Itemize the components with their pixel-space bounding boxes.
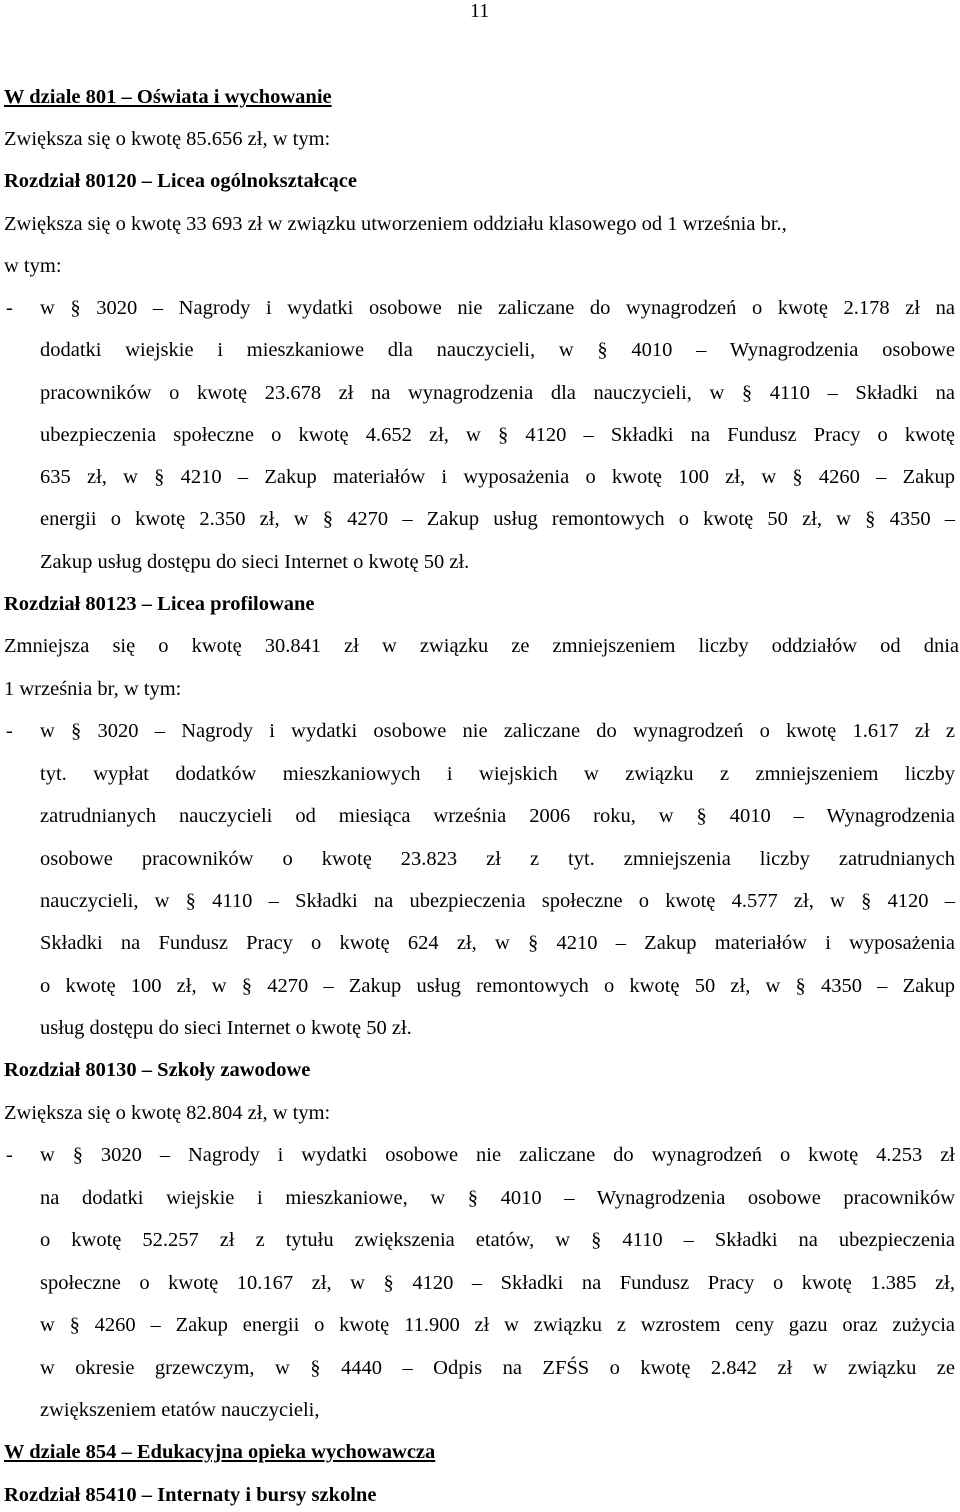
list-bullet: - (6, 1144, 13, 1166)
list-item-line: ubezpieczenia społeczne o kwotę 4.652 zł, w § 4120 – Składki na Fundusz Pracy o kwotę (40, 424, 955, 446)
list-item-line: pracowników o kwotę 23.678 zł na wynagrodzenia dla nauczycieli, w § 4110 – Składki na (40, 382, 955, 404)
list-item-line: dodatki wiejskie i mieszkaniowe dla nauczycieli, w § 4010 – Wynagrodzenia osobowe (40, 339, 955, 361)
text-line: w tym: (4, 255, 62, 277)
list-item-line: w § 3020 – Nagrody i wydatki osobowe nie zaliczane do wynagrodzeń o kwotę 1.617 zł z (40, 720, 955, 742)
text-line: Zwiększa się o kwotę 33 693 zł w związku utworzeniem oddziału klasowego od 1 września br., (4, 213, 787, 235)
list-item-line: energii o kwotę 2.350 zł, w § 4270 – Zakup usług remontowych o kwotę 50 zł, w § 4350 – (40, 508, 955, 530)
text-line: Zwiększa się o kwotę 85.656 zł, w tym: (4, 128, 331, 150)
heading-dzial-801: W dziale 801 – Oświata i wychowanie (4, 86, 332, 108)
list-item-line: nauczycieli, w § 4110 – Składki na ubezpieczenia społeczne o kwotę 4.577 zł, w § 4120 – (40, 890, 955, 912)
list-item-line: zatrudnianych nauczycieli od miesiąca września 2006 roku, w § 4010 – Wynagrodzenia (40, 805, 955, 827)
list-item-line: Zakup usług dostępu do sieci Internet o kwotę 50 zł. (40, 551, 470, 573)
list-bullet: - (6, 720, 13, 742)
heading-rozdzial-80130: Rozdział 80130 – Szkoły zawodowe (4, 1059, 311, 1081)
list-item-line: tyt. wypłat dodatków mieszkaniowych i wiejskich w związku z zmniejszeniem liczby (40, 763, 955, 785)
list-item-line: w § 4260 – Zakup energii o kwotę 11.900 zł w związku z wzrostem ceny gazu oraz zużycia (40, 1314, 955, 1336)
list-item-line: 635 zł, w § 4210 – Zakup materiałów i wyposażenia o kwotę 100 zł, w § 4260 – Zakup (40, 466, 955, 488)
list-item-line: o kwotę 100 zł, w § 4270 – Zakup usług remontowych o kwotę 50 zł, w § 4350 – Zakup (40, 975, 955, 997)
list-item-line: zwiększeniem etatów nauczycieli, (40, 1399, 320, 1421)
list-item-line: w § 3020 – Nagrody i wydatki osobowe nie zaliczane do wynagrodzeń o kwotę 2.178 zł na (40, 297, 955, 319)
heading-rozdzial-80123: Rozdział 80123 – Licea profilowane (4, 593, 315, 615)
heading-rozdzial-85410: Rozdział 85410 – Internaty i bursy szkolne (4, 1484, 377, 1506)
heading-rozdzial-80120: Rozdział 80120 – Licea ogólnokształcące (4, 170, 358, 192)
heading-dzial-854: W dziale 854 – Edukacyjna opieka wychowawcza (4, 1441, 436, 1463)
list-item-line: społeczne o kwotę 10.167 zł, w § 4120 – Składki na Fundusz Pracy o kwotę 1.385 zł, (40, 1272, 955, 1294)
text-line: Zmniejsza się o kwotę 30.841 zł w związku ze zmniejszeniem liczby oddziałów od dnia (4, 635, 959, 657)
page-number: 11 (470, 0, 490, 22)
list-item-line: o kwotę 52.257 zł z tytułu zwiększenia etatów, w § 4110 – Składki na ubezpieczenia (40, 1229, 955, 1251)
text-line: Zwiększa się o kwotę 82.804 zł, w tym: (4, 1102, 331, 1124)
list-item-line: na dodatki wiejskie i mieszkaniowe, w § 4010 – Wynagrodzenia osobowe pracowników (40, 1187, 955, 1209)
list-item-line: usług dostępu do sieci Internet o kwotę 50 zł. (40, 1017, 412, 1039)
list-item-line: w okresie grzewczym, w § 4440 – Odpis na ZFŚS o kwotę 2.842 zł w związku ze (40, 1357, 955, 1379)
list-item-line: osobowe pracowników o kwotę 23.823 zł z tyt. zmniejszenia liczby zatrudnianych (40, 848, 955, 870)
list-item-line: w § 3020 – Nagrody i wydatki osobowe nie zaliczane do wynagrodzeń o kwotę 4.253 zł (40, 1144, 955, 1166)
text-line: 1 września br, w tym: (4, 678, 182, 700)
list-bullet: - (6, 297, 13, 319)
list-item-line: Składki na Fundusz Pracy o kwotę 624 zł, w § 4210 – Zakup materiałów i wyposażenia (40, 932, 955, 954)
